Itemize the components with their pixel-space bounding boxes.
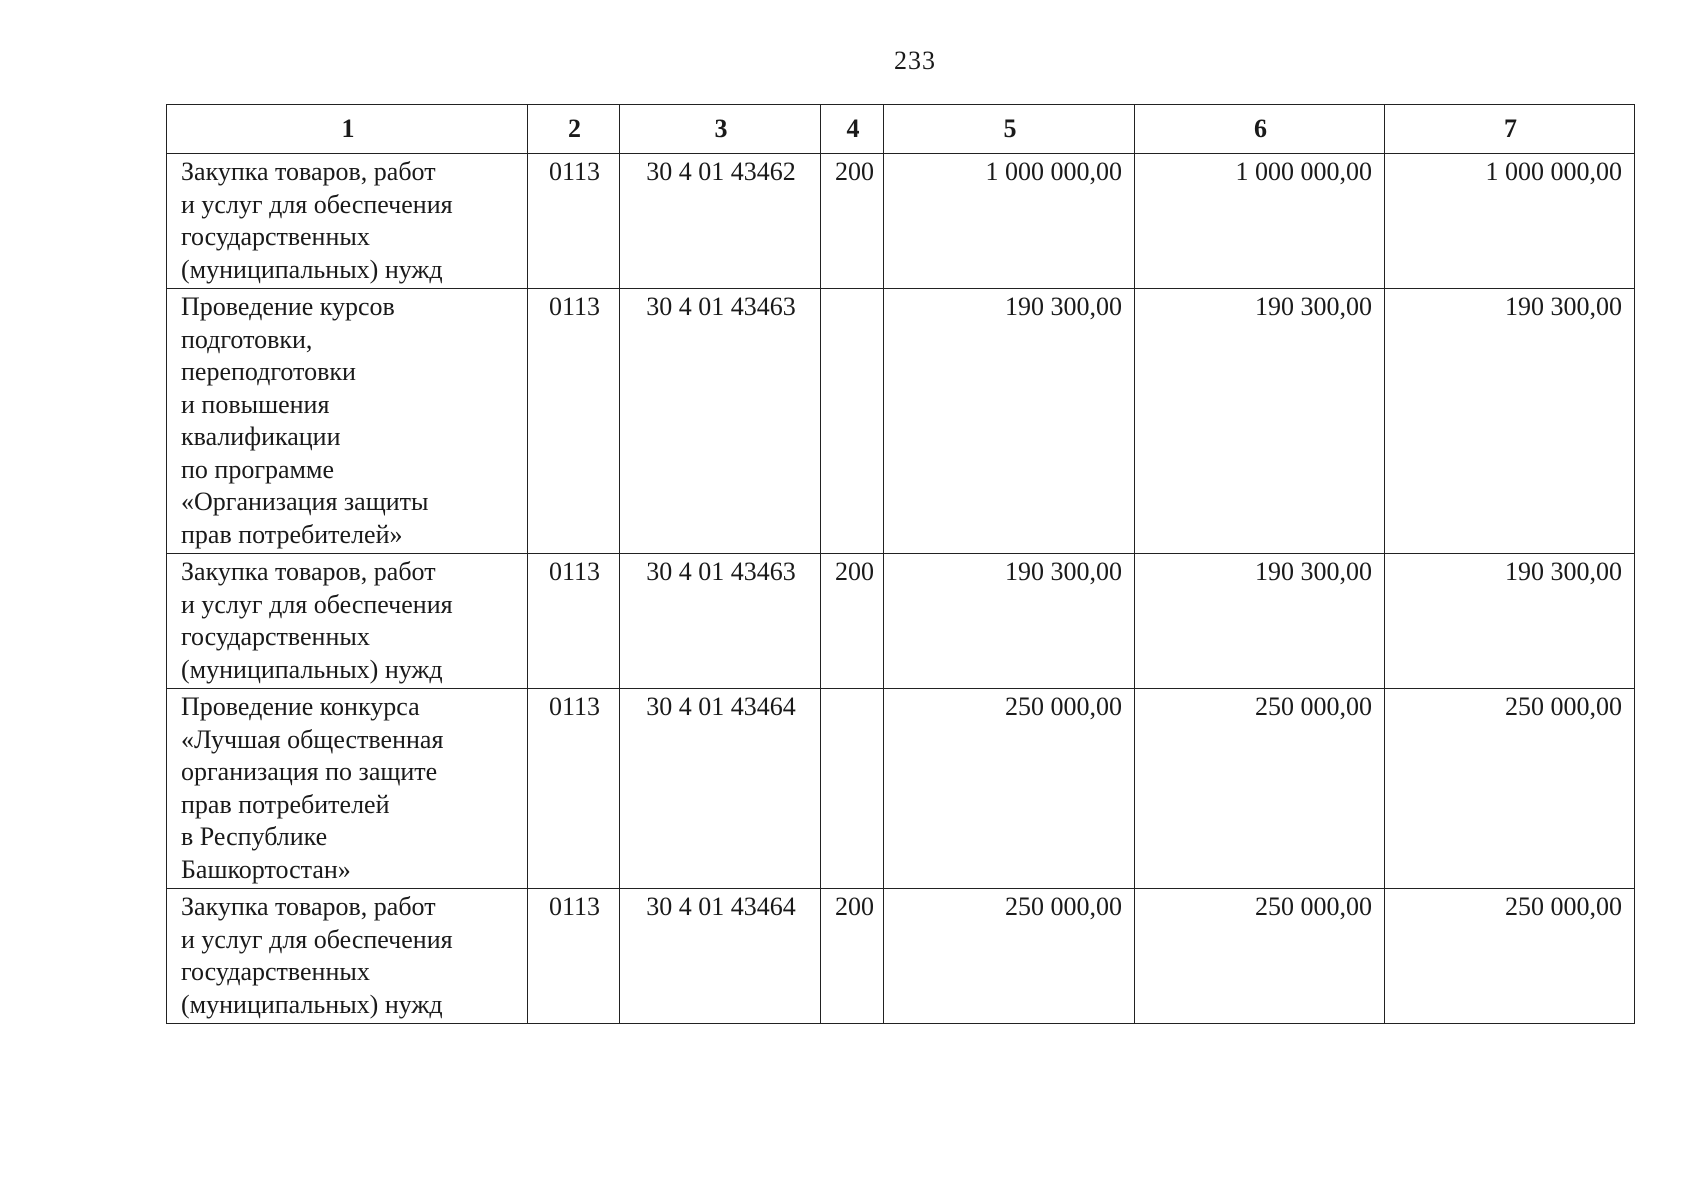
target-article-cell: 30 4 01 43463	[620, 554, 821, 689]
column-header-5: 5	[884, 105, 1135, 154]
amount-col7-cell: 1 000 000,00	[1385, 154, 1635, 289]
amount-col7-cell: 250 000,00	[1385, 889, 1635, 1024]
amount-col6-cell: 250 000,00	[1135, 889, 1385, 1024]
target-article-cell: 30 4 01 43462	[620, 154, 821, 289]
item-name-line: прав потребителей»	[181, 519, 403, 549]
expense-type-cell: 200	[821, 154, 884, 289]
table-row	[167, 154, 1635, 289]
item-name-line: (муниципальных) нужд	[181, 254, 443, 284]
item-name-line: Проведение курсов	[181, 292, 395, 321]
column-header-7: 7	[1385, 105, 1635, 154]
item-name-line: государственных	[181, 222, 370, 251]
item-name-line: по программе	[181, 454, 334, 484]
item-name-line: переподготовки	[181, 357, 356, 386]
amount-col5-cell: 190 300,00	[884, 554, 1135, 689]
budget-table	[166, 104, 1635, 1024]
item-name-cell	[167, 554, 528, 689]
item-name-line: «Организация защиты	[181, 487, 429, 516]
section-code-cell: 0113	[528, 289, 620, 554]
item-name-cell	[167, 889, 528, 1024]
table-row	[167, 554, 1635, 689]
amount-col5-cell: 250 000,00	[884, 889, 1135, 1024]
column-header-6: 6	[1135, 105, 1385, 154]
expense-type-cell	[821, 289, 884, 554]
amount-col5-cell: 190 300,00	[884, 289, 1135, 554]
section-code-cell: 0113	[528, 554, 620, 689]
item-name-line: «Лучшая общественная	[181, 724, 444, 754]
section-code-cell: 0113	[528, 889, 620, 1024]
item-name-line: Закупка товаров, работ	[181, 892, 436, 921]
amount-col5-cell: 250 000,00	[884, 689, 1135, 889]
expense-type-cell	[821, 689, 884, 889]
amount-col6-cell: 190 300,00	[1135, 554, 1385, 689]
amount-col6-cell: 250 000,00	[1135, 689, 1385, 889]
item-name-line: государственных	[181, 957, 370, 986]
amount-col6-cell: 190 300,00	[1135, 289, 1385, 554]
item-name-line: и услуг для обеспечения	[181, 924, 453, 954]
item-name-line: (муниципальных) нужд	[181, 989, 443, 1019]
item-name-line: Башкортостан»	[181, 854, 351, 884]
item-name-line: (муниципальных) нужд	[181, 654, 443, 684]
item-name-line: Закупка товаров, работ	[181, 157, 436, 186]
item-name-line: организация по защите	[181, 757, 438, 786]
amount-col7-cell: 250 000,00	[1385, 689, 1635, 889]
item-name-line: и услуг для обеспечения	[181, 589, 453, 619]
column-header-3: 3	[620, 105, 821, 154]
target-article-cell: 30 4 01 43464	[620, 689, 821, 889]
amount-col7-cell: 190 300,00	[1385, 554, 1635, 689]
target-article-cell: 30 4 01 43463	[620, 289, 821, 554]
target-article-cell: 30 4 01 43464	[620, 889, 821, 1024]
item-name-cell	[167, 689, 528, 889]
table-row	[167, 689, 1635, 889]
table-row	[167, 889, 1635, 1024]
item-name-line: государственных	[181, 622, 370, 651]
item-name-line: квалификации	[181, 422, 341, 451]
item-name-line: Закупка товаров, работ	[181, 557, 436, 586]
amount-col7-cell: 190 300,00	[1385, 289, 1635, 554]
section-code-cell: 0113	[528, 154, 620, 289]
amount-col5-cell: 1 000 000,00	[884, 154, 1135, 289]
column-header-2: 2	[528, 105, 620, 154]
column-header-1: 1	[167, 105, 528, 154]
item-name-cell	[167, 154, 528, 289]
item-name-cell	[167, 289, 528, 554]
column-header-4: 4	[821, 105, 884, 154]
section-code-cell: 0113	[528, 689, 620, 889]
item-name-line: Проведение конкурса	[181, 692, 420, 721]
item-name-line: и услуг для обеспечения	[181, 189, 453, 219]
item-name-line: и повышения	[181, 389, 330, 419]
header-row	[167, 105, 1635, 154]
page-number: 233	[894, 46, 936, 75]
item-name-line: в Республике	[181, 822, 328, 851]
expense-type-cell: 200	[821, 889, 884, 1024]
expense-type-cell: 200	[821, 554, 884, 689]
item-name-line: подготовки,	[181, 324, 313, 354]
item-name-line: прав потребителей	[181, 789, 390, 819]
amount-col6-cell: 1 000 000,00	[1135, 154, 1385, 289]
table-row	[167, 289, 1635, 554]
